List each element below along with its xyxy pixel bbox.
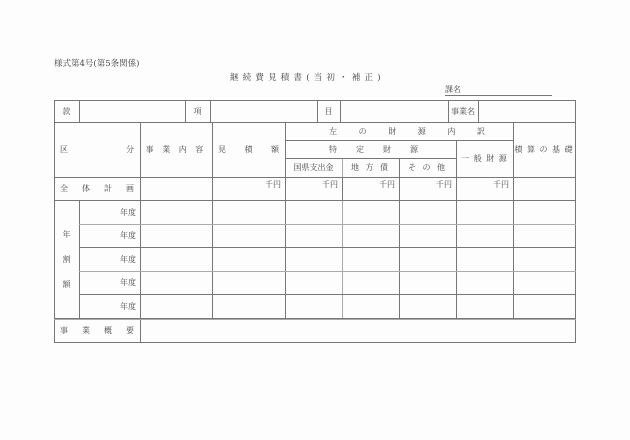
overall-plan-other[interactable]: 千円 [436, 180, 452, 189]
kou-label: 項 [193, 106, 202, 116]
header-other: そ の 他 [407, 163, 448, 172]
header-estimate: 見 積 額 [218, 145, 279, 154]
section-label: 課名 [445, 85, 461, 94]
year-row-5-label[interactable]: 年度 [120, 301, 136, 311]
header-national-pref: 国県支出金 [293, 163, 334, 172]
header-general-funding: 一 般 財 源 [461, 154, 508, 163]
kan-label: 款 [62, 106, 71, 116]
header-category: 区 分 [60, 145, 134, 154]
header-calculation-basis: 積 算 の 基 礎 [514, 145, 574, 154]
form-id: 様式第4号(第5条関係) [54, 59, 140, 69]
header-local-bond: 地 方 債 [350, 163, 391, 172]
moku-label: 目 [324, 106, 333, 116]
header-project-content: 事 業 内 容 [145, 145, 207, 154]
overall-plan-basis[interactable] [514, 178, 575, 200]
section-name-field[interactable] [445, 84, 552, 96]
overall-plan-general-funding[interactable]: 千円 [493, 180, 509, 189]
year-row-4-label[interactable]: 年度 [120, 278, 136, 287]
year-row-3-label[interactable]: 年度 [120, 254, 136, 264]
overall-plan-local-bond[interactable]: 千円 [379, 180, 395, 189]
divider [79, 247, 576, 248]
moku-input[interactable] [341, 101, 448, 122]
year-row-1-label[interactable]: 年度 [120, 207, 136, 217]
annual-split-label: 年 割 額 [62, 229, 71, 289]
kou-input[interactable] [211, 101, 317, 122]
divider [79, 271, 576, 272]
overall-plan-estimate[interactable]: 千円 [265, 180, 281, 189]
project-name-input[interactable] [479, 101, 575, 122]
overall-plan-label: 全 体 計 画 [60, 184, 134, 193]
overall-plan-content[interactable] [141, 178, 212, 200]
border [54, 342, 576, 343]
project-name-label: 事業名 [451, 106, 475, 116]
divider [79, 224, 576, 225]
year-row-2-label[interactable]: 年度 [120, 231, 136, 240]
kan-input[interactable] [80, 101, 185, 122]
project-summary-input[interactable] [141, 320, 575, 342]
border [575, 100, 576, 343]
project-summary-label: 事 業 概 要 [60, 326, 134, 335]
header-specific-funding: 特 定 財 源 [329, 144, 418, 154]
document-title: 継続費見積書(当初・補正) [230, 73, 385, 83]
divider [79, 294, 576, 295]
overall-plan-national-pref[interactable]: 千円 [322, 180, 338, 189]
header-funding-breakdown: 左 の 財 源 内 訳 [329, 126, 485, 136]
